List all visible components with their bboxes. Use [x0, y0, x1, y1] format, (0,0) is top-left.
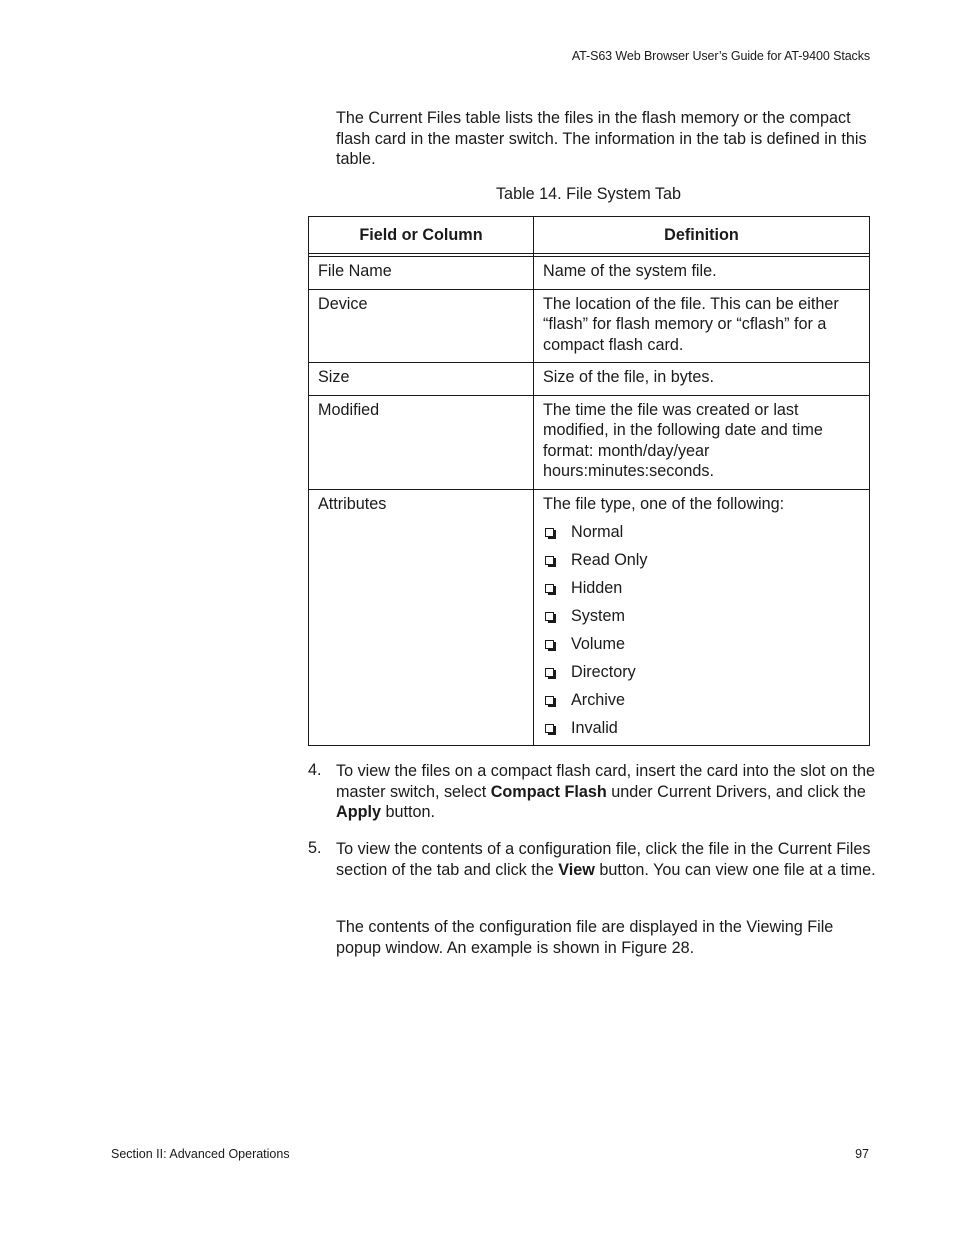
- compact-flash-label: Compact Flash: [490, 782, 607, 801]
- step-number: 5.: [308, 839, 322, 857]
- row-definition: Name of the system file.: [543, 262, 717, 280]
- row-field: Modified: [318, 400, 380, 419]
- attribute-item: Hidden: [543, 574, 861, 602]
- step-5-text: To view the contents of a configuration file, click the file in the Current Files section of the tab and click the View button. You can view one file at a time.: [336, 840, 876, 879]
- table-header-row: [309, 217, 870, 254]
- footer-section: Section II: Advanced Operations: [111, 1147, 290, 1161]
- checkbox-bullet-icon: [545, 640, 554, 649]
- attribute-item: Directory: [543, 658, 861, 686]
- checkbox-bullet-icon: [545, 528, 554, 537]
- table-row: [309, 395, 870, 489]
- step-number: 4.: [308, 761, 322, 779]
- checkbox-bullet-icon: [545, 612, 554, 621]
- table-caption: Table 14. File System Tab: [495, 185, 682, 203]
- attribute-item: Archive: [543, 686, 861, 714]
- checkbox-bullet-icon: [545, 696, 554, 705]
- table-row: [309, 257, 870, 290]
- attribute-item: Invalid: [543, 714, 861, 742]
- apply-label: Apply: [336, 803, 381, 821]
- running-header: AT-S63 Web Browser User’s Guide for AT-9400 Stacks: [571, 49, 870, 63]
- checkbox-bullet-icon: [545, 556, 554, 565]
- table-row: [309, 489, 870, 746]
- table-row: [309, 289, 870, 363]
- row-field: Size: [318, 368, 350, 386]
- file-system-table: [308, 216, 870, 746]
- row-definition: The file type, one of the following:: [543, 494, 785, 513]
- attribute-item: System: [543, 602, 861, 630]
- row-definition: The location of the file. This can be either “flash” for flash memory or “cflash” for a compact flash card.: [543, 294, 839, 354]
- attribute-item: Read Only: [543, 546, 861, 574]
- step-4-text: To view the files on a compact flash card, insert the card into the slot on the master switch, select Compact Flash under Current Drivers, and click the Apply button.: [336, 762, 875, 821]
- row-definition: The time the file was created or last modified, in the following date and time format: month/day/year hours:minutes:seconds.: [543, 400, 823, 480]
- header-field: Field or Column: [309, 217, 534, 254]
- row-field: File Name: [318, 262, 392, 280]
- checkbox-bullet-icon: [545, 668, 554, 677]
- row-definition: Size of the file, in bytes.: [543, 368, 714, 386]
- row-field: Device: [318, 294, 368, 313]
- attribute-item: Volume: [543, 630, 861, 658]
- table-row: [309, 363, 870, 396]
- view-label: View: [558, 860, 595, 879]
- intro-paragraph: The Current Files table lists the files in the flash memory or the compact flash card in the master switch. The information in the tab is defined in this table.: [336, 109, 867, 168]
- closing-paragraph: The contents of the configuration file are displayed in the Viewing File popup window. An example is shown in Figure 28.: [336, 918, 834, 957]
- attribute-item: Normal: [543, 518, 861, 546]
- attribute-list: [543, 518, 861, 742]
- page-number: 97: [855, 1147, 869, 1161]
- header-definition: Definition: [534, 217, 870, 254]
- checkbox-bullet-icon: [545, 584, 554, 593]
- row-field: Attributes: [318, 494, 387, 513]
- checkbox-bullet-icon: [545, 724, 554, 733]
